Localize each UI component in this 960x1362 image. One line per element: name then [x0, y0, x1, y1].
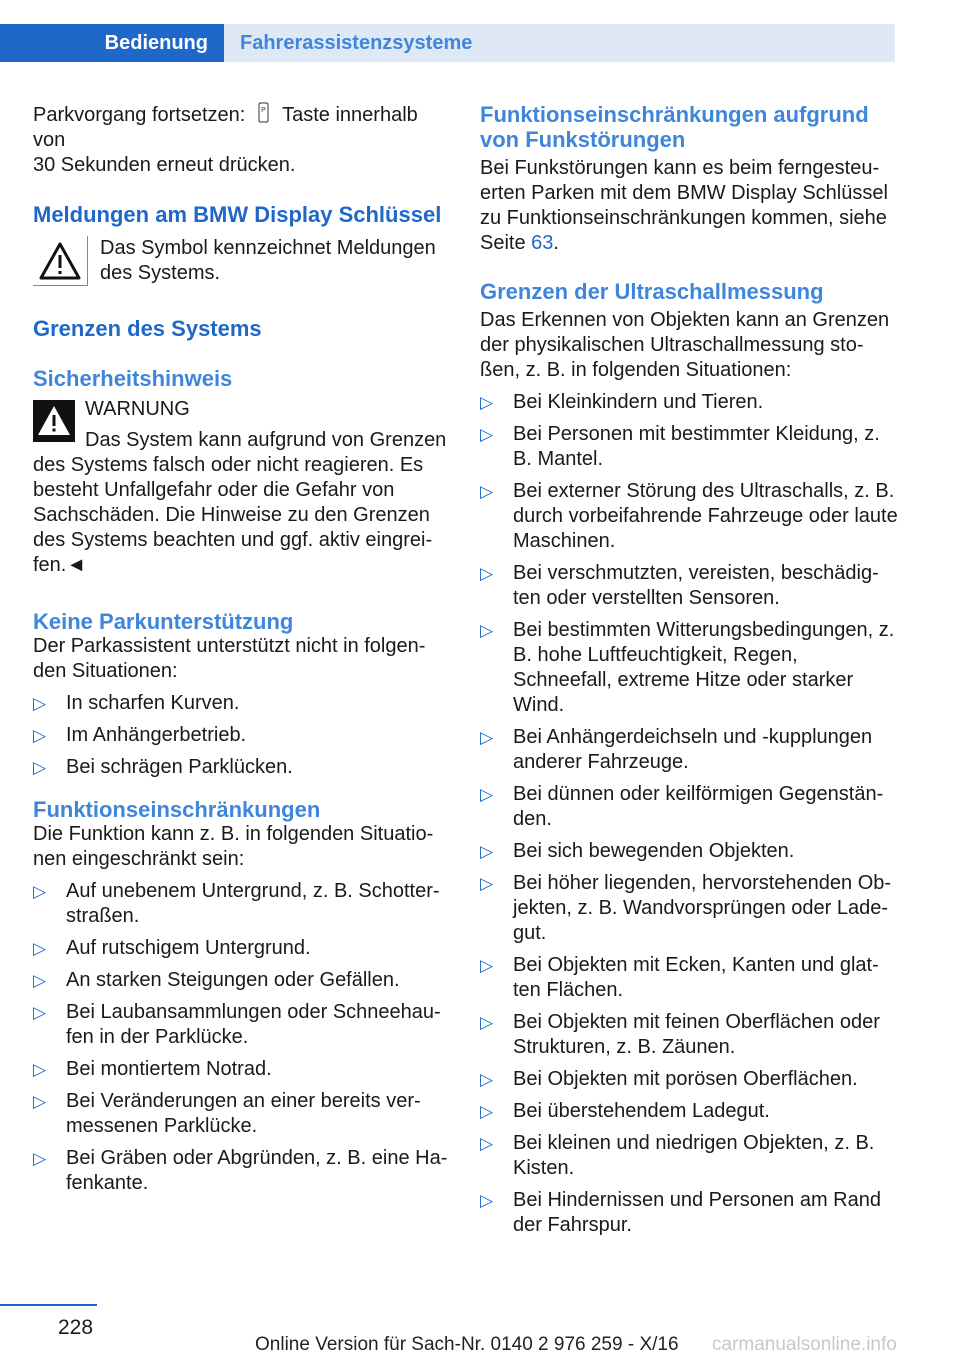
intro-text-a: Parkvorgang fortsetzen:	[33, 104, 246, 126]
bullet-triangle-icon: ▷	[480, 564, 494, 583]
keine-list	[33, 691, 451, 780]
list-item: ▷ Bei Objekten mit porösen Oberflächen.	[480, 1068, 858, 1090]
page-link-63[interactable]: 63	[531, 232, 554, 254]
list-item: ▷ An starken Steigungen oder Gefällen.	[33, 969, 400, 991]
heading-sicherheitshinweis: Sicherheitshinweis	[33, 366, 233, 391]
bullet-triangle-icon: ▷	[480, 482, 494, 501]
bullet-triangle-icon: ▷	[480, 874, 494, 893]
ultra-text: Das Erkennen von Objekten kann an Grenzen der physikalischen Ultraschallmessung sto-ßen, z. B. in folgenden Situationen:	[480, 309, 890, 381]
list-item: ▷ Auf rutschigem Untergrund.	[33, 937, 311, 959]
heading-grenzen-des-systems: Grenzen des Systems	[33, 316, 262, 341]
ultra-list	[480, 390, 898, 1238]
warning-block	[33, 397, 451, 578]
list-item: ▷ Bei überstehendem Ladegut.	[480, 1100, 770, 1122]
warning-triangle-icon	[33, 236, 88, 286]
footer-accent-line	[0, 1304, 97, 1306]
bullet-triangle-icon: ▷	[480, 393, 494, 412]
bullet-triangle-icon: ▷	[480, 425, 494, 444]
bullet-triangle-icon: ▷	[480, 785, 494, 804]
park-button-icon	[257, 102, 271, 124]
warning-text: Das System kann aufgrund von Grenzen des Systems falsch oder nicht reagieren. Es besteht Unfallgefahr oder die Gefahr von Sachschäden. Die Hinweise zu den Grenzen des Systems beachten und ggf. aktiv eingrei-fen.◄	[33, 429, 447, 576]
svg-text:P: P	[261, 107, 266, 114]
bullet-triangle-icon: ▷	[480, 956, 494, 975]
heading-funktionseinschraenkungen: Funktionseinschränkungen	[33, 797, 321, 822]
bullet-triangle-icon: ▷	[480, 728, 494, 747]
list-item: ▷ Bei Anhängerdeichseln und -kupplungen anderer Fahrzeuge.	[480, 726, 873, 773]
bullet-triangle-icon: ▷	[33, 694, 47, 713]
bullet-triangle-icon: ▷	[33, 939, 47, 958]
meldungen-note	[33, 236, 451, 286]
bullet-triangle-icon: ▷	[480, 1102, 494, 1121]
bullet-triangle-icon: ▷	[480, 842, 494, 861]
intro-text-b: Taste innerhalb von	[33, 104, 418, 151]
list-item: ▷ Bei Personen mit bestimmter Kleidung, z. B. Mantel.	[480, 423, 880, 470]
intro-text-c: 30 Sekunden erneut drücken.	[33, 154, 296, 176]
bullet-triangle-icon: ▷	[480, 1191, 494, 1210]
list-item: ▷ Bei dünnen oder keilförmigen Gegenstän-den.	[480, 783, 884, 830]
list-item: ▷ In scharfen Kurven.	[33, 692, 240, 714]
warning-label: WARNUNG	[85, 398, 190, 420]
chapter-header	[0, 24, 895, 62]
left-column	[33, 102, 451, 1203]
funkstoer-text: Bei Funkstörungen kann es beim ferngesteu-erten Parken mit dem BMW Display Schlüssel zu Funktionseinschränkungen kommen, siehe Seite 63.	[480, 157, 888, 254]
funk-list	[33, 879, 451, 1196]
bullet-triangle-icon: ▷	[33, 726, 47, 745]
keine-text: Der Parkassistent unterstützt nicht in folgen-den Situationen:	[33, 635, 426, 682]
list-item: ▷ Bei Gräben oder Abgründen, z. B. eine Ha-fenkante.	[33, 1147, 448, 1194]
bullet-triangle-icon: ▷	[33, 1149, 47, 1168]
tab-fahrerassistenzsysteme[interactable]: Fahrerassistenzsysteme	[224, 24, 895, 62]
list-item: ▷ Bei kleinen und niedrigen Objekten, z. B. Kisten.	[480, 1132, 875, 1179]
list-item: ▷ Bei Veränderungen an einer bereits ver-messenen Parklücke.	[33, 1090, 421, 1137]
list-item: ▷ Im Anhängerbetrieb.	[33, 724, 247, 746]
list-item: ▷ Bei schrägen Parklücken.	[33, 756, 293, 778]
bullet-triangle-icon: ▷	[480, 1070, 494, 1089]
watermark: carmanualsonline.info	[712, 1334, 897, 1355]
heading-funkstoerungen: Funktionseinschränkungen aufgrund von Funkstörungen	[480, 102, 869, 152]
list-item: ▷ Bei Objekten mit feinen Oberflächen oder Strukturen, z. B. Zäunen.	[480, 1011, 880, 1058]
list-item: ▷ Bei höher liegenden, hervorstehenden Ob-jekten, z. B. Wandvorsprüngen oder Lade-gut.	[480, 872, 892, 944]
bullet-triangle-icon: ▷	[33, 882, 47, 901]
bullet-triangle-icon: ▷	[480, 1134, 494, 1153]
list-item: ▷ Bei Objekten mit Ecken, Kanten und glat-ten Flächen.	[480, 954, 879, 1001]
heading-meldungen: Meldungen am BMW Display Schlüssel	[33, 202, 442, 227]
list-item: ▷ Bei montiertem Notrad.	[33, 1058, 272, 1080]
funk-text: Die Funktion kann z. B. in folgenden Situatio-nen eingeschränkt sein:	[33, 823, 434, 870]
list-item: ▷ Bei bestimmten Witterungsbedingungen, z. B. hohe Luftfeuchtigkeit, Regen, Schneefall, extreme Hitze oder starker Wind.	[480, 619, 895, 716]
bullet-triangle-icon: ▷	[33, 1060, 47, 1079]
list-item: ▷ Bei sich bewegenden Objekten.	[480, 840, 795, 862]
bullet-triangle-icon: ▷	[33, 1003, 47, 1022]
page-number: 228	[58, 1316, 94, 1339]
bullet-triangle-icon: ▷	[33, 971, 47, 990]
right-column	[480, 102, 898, 1245]
list-item: ▷ Auf unebenem Untergrund, z. B. Schotter-straßen.	[33, 880, 440, 927]
bullet-triangle-icon: ▷	[480, 621, 494, 640]
intro-paragraph	[33, 102, 451, 178]
bullet-triangle-icon: ▷	[33, 1092, 47, 1111]
meldungen-text: Das Symbol kennzeichnet Meldungen des Systems.	[100, 237, 436, 284]
list-item: ▷ Bei Hindernissen und Personen am Rand der Fahrspur.	[480, 1189, 881, 1236]
list-item: ▷ Bei externer Störung des Ultraschalls, z. B. durch vorbeifahrende Fahrzeuge oder laute Maschinen.	[480, 480, 898, 552]
bullet-triangle-icon: ▷	[480, 1013, 494, 1032]
heading-keine-parkunterstuetzung: Keine Parkunterstützung	[33, 609, 294, 634]
list-item: ▷ Bei Kleinkindern und Tieren.	[480, 391, 764, 413]
warning-icon	[33, 400, 75, 442]
online-version-text: Online Version für Sach-Nr. 0140 2 976 259 - X/16	[255, 1334, 679, 1355]
tab-bedienung[interactable]: Bedienung	[0, 24, 224, 62]
list-item: ▷ Bei verschmutzten, vereisten, beschädig-ten oder verstellten Sensoren.	[480, 562, 879, 609]
bullet-triangle-icon: ▷	[33, 758, 47, 777]
heading-ultraschallmessung: Grenzen der Ultraschallmessung	[480, 279, 824, 304]
list-item: ▷ Bei Laubansammlungen oder Schneehau-fen in der Parklücke.	[33, 1001, 441, 1048]
